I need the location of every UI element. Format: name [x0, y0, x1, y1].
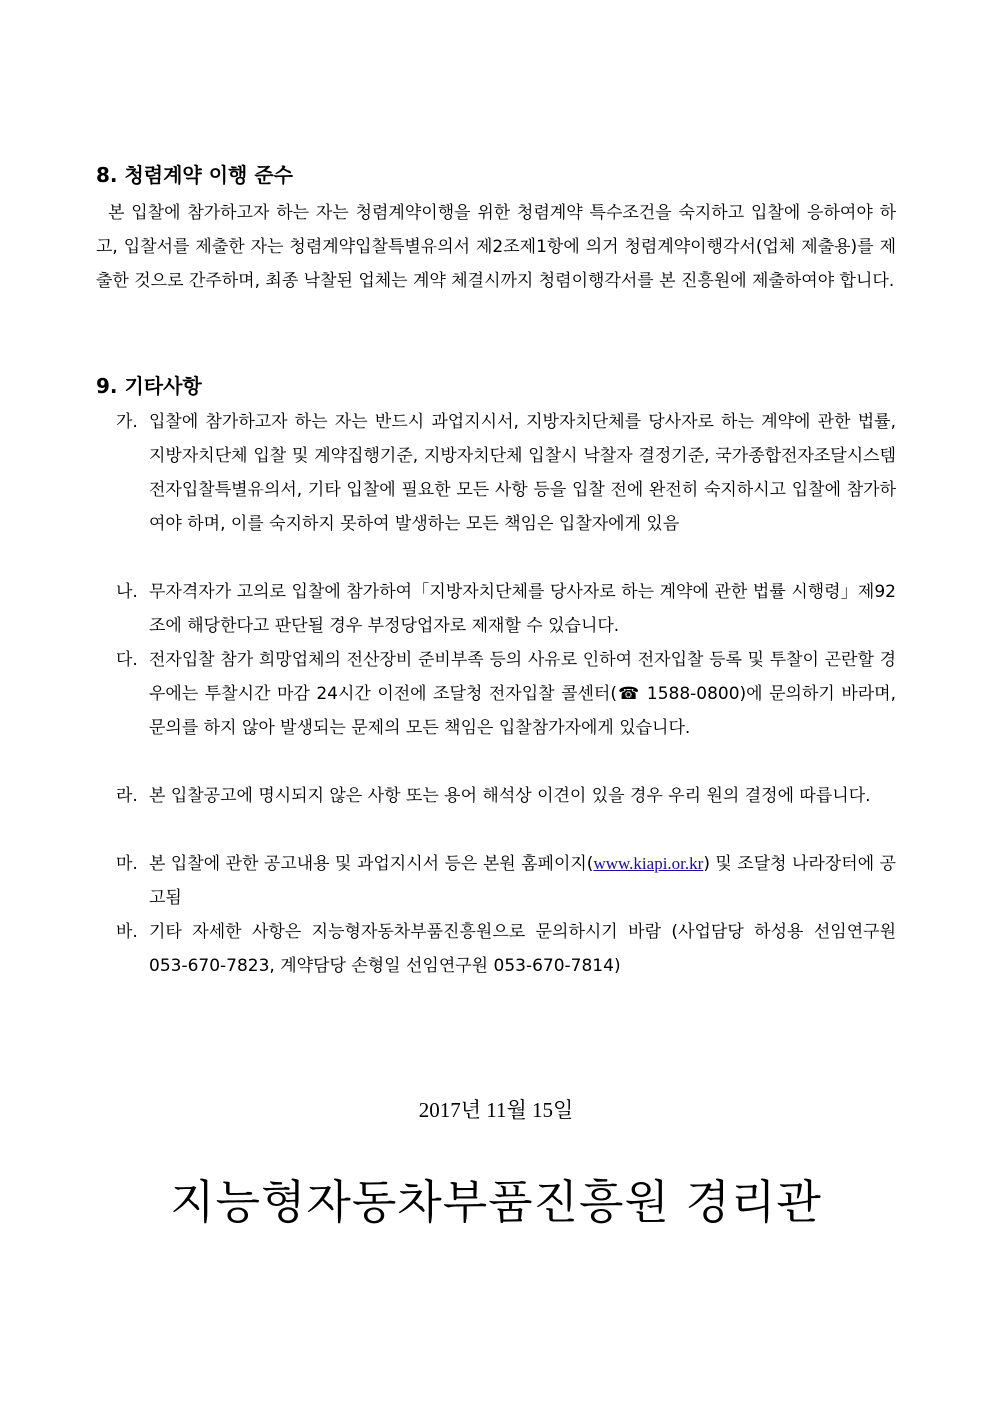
list-marker: 마. [116, 854, 138, 874]
list-item-text-before: 본 입찰에 관한 공고내용 및 과업지시서 등은 본원 홈페이지( [149, 854, 594, 874]
list-marker: 나. [116, 582, 138, 602]
list-item-text: 무자격자가 고의로 입찰에 참가하여「지방자치단체를 당사자로 하는 계약에 관한 법률 시행령」제92조에 해당한다고 판단될 경우 부정당업자로 제재할 수 있습니다. [149, 582, 896, 636]
homepage-link[interactable]: www.kiapi.or.kr [593, 854, 704, 873]
list-marker: 바. [116, 922, 138, 942]
section-8-heading: 8. 청렴계약 이행 준수 [96, 163, 293, 187]
list-item-text: 입찰에 참가하고자 하는 자는 반드시 과업지시서, 지방자치단체를 당사자로 하는 계약에 관한 법률, 지방자치단체 입찰 및 계약집행기준, 지방자치단체 입찰시 낙찰자 결정기준, 국가종합전자조달시스템 전자입찰특별유의서, 기타 입찰에 필요한 모든 사항 등을 입찰 전에 완전히 숙지하시고 입찰에 참가하여야 하며, 이를 숙지하지 못하여 발생하는 모든 책임은 입찰자에게 있음 [149, 412, 896, 534]
list-item-na [116, 575, 896, 643]
list-marker: 라. [116, 786, 138, 806]
list-item-text: 본 입찰공고에 명시되지 않은 사항 또는 용어 해석상 이견이 있을 경우 우리 원의 결정에 따릅니다. [149, 786, 871, 806]
document-date: 2017년 11월 15일 [418, 1098, 574, 1122]
list-marker: 가. [116, 412, 138, 432]
list-item-text-after: ) 및 조달청 나라장터에 공고됨 [149, 854, 897, 908]
list-marker: 다. [116, 650, 138, 670]
section-8-body: 본 입찰에 참가하고자 하는 자는 청렴계약이행을 위한 청렴계약 특수조건을 숙지하고 입찰에 응하여야 하고, 입찰서를 제출한 자는 청렴계약입찰특별유의서 제2조제1항에 의거 청렴계약이행각서(업체 제출용)를 제출한 것으로 간주하며, 최종 낙찰된 업체는 계약 체결시까지 청렴이행각서를 본 진흥원에 제출하여야 합니다. [96, 203, 896, 291]
list-item-text: 기타 자세한 사항은 지능형자동차부품진흥원으로 문의하시기 바람 (사업담당 하성용 선임연구원 053-670-7823, 계약담당 손형일 선임연구원 053-670-7814) [149, 922, 896, 976]
list-item-text [149, 847, 896, 915]
list-item-ma [116, 847, 896, 915]
list-item-ba [116, 915, 896, 983]
issuer-signature: 지능형자동차부품진흥원 경리관 [170, 1175, 822, 1229]
list-item-da [116, 643, 896, 745]
list-item-ra [116, 779, 896, 813]
list-item-ga [116, 405, 896, 541]
list-item-text: 전자입찰 참가 희망업체의 전산장비 준비부족 등의 사유로 인하여 전자입찰 등록 및 투찰이 곤란할 경우에는 투찰시간 마감 24시간 이전에 조달청 전자입찰 콜센터(☎ 1588-0800)에 문의하기 바라며, 문의를 하지 않아 발생되는 문제의 모든 책임은 입찰참가자에게 있습니다. [149, 650, 896, 738]
section-9-heading: 9. 기타사항 [96, 374, 202, 398]
